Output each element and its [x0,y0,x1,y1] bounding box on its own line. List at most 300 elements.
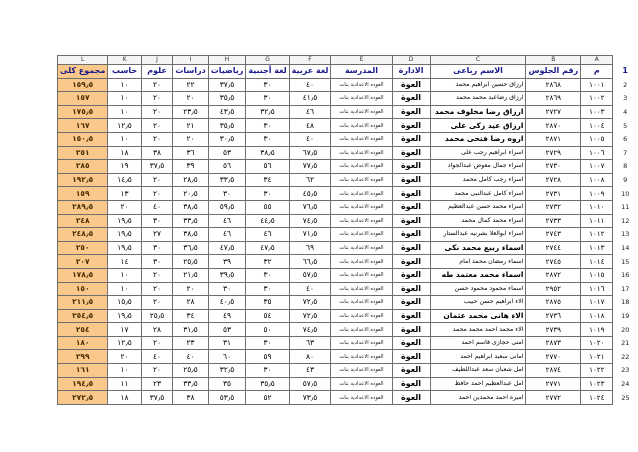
cell-arabic[interactable]: ٦٦٫٥ [289,255,331,269]
row-number[interactable]: 19 [621,311,630,320]
row-number[interactable]: 5 [623,121,628,130]
cell-science[interactable]: ٣٧٫٥ [141,391,173,405]
cell-school[interactable]: العوده الاعدادية بنات [331,241,392,255]
row-number[interactable]: 1 [622,66,628,76]
cell-studies[interactable]: ٣٨ [173,391,208,405]
cell-name[interactable]: ارزاق حسين ابراهيم محمد [430,78,526,92]
cell-school[interactable]: العوده الاعدادية بنات [331,391,392,405]
cell-serial[interactable]: ١٠٢١ [581,350,613,364]
cell-school[interactable]: العوده الاعدادية بنات [331,296,392,310]
cell-total[interactable]: ٢٩٩ [58,350,108,364]
cell-seat[interactable]: ٢٧٧٢ [526,391,581,405]
cell-foreign[interactable]: ٥٥ [246,200,289,214]
row-number[interactable]: 2 [623,80,628,89]
row-number[interactable]: 7 [623,148,628,157]
cell-admin[interactable]: العوة [392,160,430,174]
cell-studies[interactable]: ٣٨٫٥ [173,228,208,242]
cell-seat[interactable]: ٢٧٣١ [526,187,581,201]
cell-math[interactable]: ٣٥٫٥ [208,119,246,133]
cell-arabic[interactable]: ٥٧٫٥ [289,268,331,282]
column-letter[interactable]: A [581,56,613,65]
cell-seat[interactable]: ٢٧٣٣ [526,214,581,228]
cell-computer[interactable]: ١٩٫٥ [108,241,141,255]
cell-science[interactable]: ٢٠ [141,336,173,350]
column-letter[interactable]: I [173,56,208,65]
cell-math[interactable]: ٥٦ [208,160,246,174]
cell-seat[interactable]: ٢٨٧٢ [526,268,581,282]
header-cell-name[interactable]: الاسم رباعى [430,65,526,79]
cell-seat[interactable]: ٢٧٢٧ [526,105,581,119]
cell-name[interactable]: امنى حجازى قاسم احمد [430,336,526,350]
cell-serial[interactable]: ١٠٠٤ [581,119,613,133]
cell-admin[interactable]: العوة [392,268,430,282]
cell-foreign[interactable]: ٣٨٫٥ [246,146,289,160]
cell-seat[interactable]: ٢٨٧٣ [526,336,581,350]
cell-studies[interactable]: ٢٠ [173,282,208,296]
cell-science[interactable]: ٢٠ [141,119,173,133]
cell-school[interactable]: العوده الاعدادية بنات [331,323,392,337]
cell-math[interactable]: ٣٩٫٥ [208,268,246,282]
cell-serial[interactable]: ١٠١٩ [581,323,613,337]
cell-name[interactable]: اسراء رجب كامل محمد [430,173,526,187]
cell-studies[interactable]: ٣٣٫٥ [173,377,208,391]
cell-school[interactable]: العوده الاعدادية بنات [331,282,392,296]
cell-seat[interactable]: ٢٧٤٣ [526,228,581,242]
cell-serial[interactable]: ١٠١٤ [581,255,613,269]
cell-serial[interactable]: ١٠١٣ [581,241,613,255]
cell-arabic[interactable]: ٤٣ [289,364,331,378]
cell-school[interactable]: العوده الاعدادية بنات [331,350,392,364]
cell-serial[interactable]: ١٠٠٢ [581,92,613,106]
cell-seat[interactable]: ٢٧٤٥ [526,255,581,269]
cell-serial[interactable]: ١٠٢٠ [581,336,613,350]
cell-foreign[interactable]: ٥٤ [246,309,289,323]
cell-studies[interactable]: ٢١٫٥ [173,268,208,282]
cell-seat[interactable]: ٢٨٧٠ [526,119,581,133]
cell-computer[interactable]: ١٢٫٥ [108,336,141,350]
cell-admin[interactable]: العوة [392,241,430,255]
cell-computer[interactable]: ١٣ [108,187,141,201]
cell-computer[interactable]: ١٠ [108,78,141,92]
cell-math[interactable]: ٣٠٫٥ [208,132,246,146]
cell-serial[interactable]: ١٠٠٥ [581,132,613,146]
cell-studies[interactable]: ٢٥٫٥ [173,255,208,269]
cell-name[interactable]: اسراء محمد حسن عبدالعظيم [430,200,526,214]
cell-studies[interactable]: ٣٨٫٥ [173,200,208,214]
cell-total[interactable]: ١٥٩٫٥ [58,78,108,92]
cell-math[interactable]: ٥٣ [208,146,246,160]
cell-foreign[interactable]: ٣٠ [246,336,289,350]
cell-seat[interactable]: ٢٩٥٢ [526,282,581,296]
cell-arabic[interactable]: ٤٠ [289,282,331,296]
cell-name[interactable]: الاء هانى محمد عثمان [430,309,526,323]
cell-computer[interactable]: ١١ [108,377,141,391]
cell-name[interactable]: امانى سعيد ابراهيم احمد [430,350,526,364]
cell-studies[interactable]: ٣٣٫٥ [173,214,208,228]
cell-admin[interactable]: العوة [392,132,430,146]
cell-arabic[interactable]: ٥٧٫٥ [289,377,331,391]
cell-computer[interactable]: ٢٠ [108,350,141,364]
cell-arabic[interactable]: ٦٧٫٥ [289,146,331,160]
cell-studies[interactable]: ٢٢ [173,78,208,92]
cell-science[interactable]: ٢٠ [141,92,173,106]
cell-serial[interactable]: ١٠١٨ [581,309,613,323]
cell-math[interactable]: ٤٩ [208,309,246,323]
cell-total[interactable]: ٢٨٥ [58,160,108,174]
cell-studies[interactable]: ٣٦ [173,146,208,160]
cell-admin[interactable]: العوة [392,255,430,269]
header-cell-foreign[interactable]: لغة أجنبية [246,65,289,79]
cell-admin[interactable]: العوة [392,105,430,119]
cell-name[interactable]: اسماء ربيع محمد نكى [430,241,526,255]
cell-school[interactable]: العوده الاعدادية بنات [331,132,392,146]
cell-computer[interactable]: ٢٠ [108,200,141,214]
cell-seat[interactable]: ٢٧٣٦ [526,309,581,323]
cell-seat[interactable]: ٢٨٧١ [526,132,581,146]
cell-arabic[interactable]: ٧٧٫٥ [289,160,331,174]
column-letter[interactable]: D [392,56,430,65]
cell-total[interactable]: ١٦١ [58,364,108,378]
cell-admin[interactable]: العوة [392,350,430,364]
cell-school[interactable]: العوده الاعدادية بنات [331,364,392,378]
cell-serial[interactable]: ١٠٠٣ [581,105,613,119]
cell-total[interactable]: ١٧٨٫٥ [58,268,108,282]
cell-math[interactable]: ٤٦ [208,228,246,242]
cell-computer[interactable]: ١٠ [108,364,141,378]
cell-arabic[interactable]: ٦٣ [289,336,331,350]
cell-science[interactable]: ٣٧٫٥ [141,160,173,174]
cell-science[interactable]: ٣٠ [141,214,173,228]
cell-computer[interactable]: ١٩٫٥ [108,228,141,242]
cell-foreign[interactable]: ٣٠ [246,132,289,146]
cell-foreign[interactable]: ٤٦ [246,228,289,242]
cell-computer[interactable]: ١٨ [108,146,141,160]
cell-math[interactable]: ٣٠ [208,282,246,296]
cell-science[interactable]: ٤٠ [141,350,173,364]
cell-arabic[interactable]: ٤٨ [289,119,331,133]
cell-name[interactable]: اسراء محمد كمال محمد [430,214,526,228]
header-cell-admin[interactable]: الادارة [392,65,430,79]
cell-admin[interactable]: العوة [392,282,430,296]
cell-studies[interactable]: ٣٩ [173,160,208,174]
cell-studies[interactable]: ٢٥٫٥ [173,364,208,378]
row-number[interactable]: 11 [621,203,630,212]
cell-school[interactable]: العوده الاعدادية بنات [331,228,392,242]
cell-arabic[interactable]: ٤٠ [289,78,331,92]
cell-name[interactable]: اميره احمد محمدين احمد [430,391,526,405]
cell-name[interactable]: ارزاق عيد زكى على [430,119,526,133]
cell-foreign[interactable]: ٣٥ [246,296,289,310]
row-number[interactable]: 24 [621,379,630,388]
cell-math[interactable]: ٣٥٫٥ [208,92,246,106]
cell-serial[interactable]: ١٠٠١ [581,78,613,92]
cell-seat[interactable]: ٢٨٧٤ [526,364,581,378]
cell-foreign[interactable]: ٣٠ [246,282,289,296]
cell-serial[interactable]: ١٠٢٢ [581,364,613,378]
header-cell-arabic[interactable]: لغة عربية [289,65,331,79]
cell-total[interactable]: ١٨٠ [58,336,108,350]
cell-arabic[interactable]: ٦٩ [289,241,331,255]
header-cell-serial[interactable]: م [581,65,613,79]
cell-school[interactable]: العوده الاعدادية بنات [331,377,392,391]
cell-arabic[interactable]: ٦٢ [289,173,331,187]
cell-total[interactable]: ١٧٥٫٥ [58,105,108,119]
cell-math[interactable]: ٣١ [208,336,246,350]
cell-arabic[interactable]: ٤٠ [289,132,331,146]
cell-serial[interactable]: ١٠٠٨ [581,173,613,187]
cell-school[interactable]: العوده الاعدادية بنات [331,78,392,92]
cell-science[interactable]: ٢٠ [141,105,173,119]
cell-math[interactable]: ٥٩٫٥ [208,200,246,214]
header-cell-studies[interactable]: دراسات [173,65,208,79]
cell-admin[interactable]: العوة [392,92,430,106]
cell-arabic[interactable]: ٧٢٫٥ [289,296,331,310]
cell-studies[interactable]: ٣١٫٥ [173,323,208,337]
cell-seat[interactable]: ٢٧٣٢ [526,200,581,214]
cell-science[interactable]: ٢٠ [141,78,173,92]
cell-school[interactable]: العوده الاعدادية بنات [331,146,392,160]
cell-studies[interactable]: ٣٦٫٥ [173,241,208,255]
cell-science[interactable]: ٤٠ [141,200,173,214]
cell-total[interactable]: ٢٥٤٫٥ [58,309,108,323]
cell-computer[interactable]: ١٩٫٥ [108,309,141,323]
cell-science[interactable]: ٢٠ [141,296,173,310]
column-letter[interactable]: H [208,56,246,65]
cell-school[interactable]: العوده الاعدادية بنات [331,200,392,214]
cell-science[interactable]: ٣٨ [141,146,173,160]
cell-admin[interactable]: العوة [392,146,430,160]
column-letter[interactable]: L [58,56,108,65]
cell-arabic[interactable]: ٧٢٫٥ [289,309,331,323]
cell-total[interactable]: ٢٥١ [58,146,108,160]
cell-science[interactable]: ٢٨ [141,323,173,337]
cell-admin[interactable]: العوة [392,228,430,242]
cell-serial[interactable]: ١٠١١ [581,214,613,228]
cell-foreign[interactable]: ٤٤٫٥ [246,214,289,228]
cell-name[interactable]: اسراء كامل عبدالنبى محمد [430,187,526,201]
cell-science[interactable]: ٢٠ [141,364,173,378]
cell-name[interactable]: الاء محمد احمد محمد محمد [430,323,526,337]
cell-science[interactable]: ٣٠ [141,241,173,255]
cell-math[interactable]: ٣٢٫٥ [208,364,246,378]
cell-admin[interactable]: العوة [392,377,430,391]
cell-total[interactable]: ٢٤٨ [58,214,108,228]
row-number[interactable]: 4 [623,108,628,117]
cell-school[interactable]: العوده الاعدادية بنات [331,214,392,228]
cell-foreign[interactable]: ٥٩ [246,350,289,364]
cell-computer[interactable]: ١٠ [108,268,141,282]
cell-school[interactable]: العوده الاعدادية بنات [331,92,392,106]
cell-total[interactable]: ١٩٢٫٥ [58,173,108,187]
column-letter[interactable]: C [430,56,526,65]
cell-serial[interactable]: ١٠٢٤ [581,391,613,405]
cell-studies[interactable]: ٤٠ [173,350,208,364]
cell-science[interactable]: ٢٠ [141,132,173,146]
cell-studies[interactable]: ٢٠ [173,132,208,146]
row-number[interactable]: 21 [621,339,630,348]
cell-seat[interactable]: ٢٧٣٩ [526,323,581,337]
row-number[interactable]: 15 [621,257,630,266]
row-number[interactable]: 13 [621,230,630,239]
row-number[interactable]: 8 [623,162,628,171]
cell-science[interactable]: ٢٠ [141,282,173,296]
row-number[interactable]: 25 [621,393,630,402]
cell-name[interactable]: اسراء ابوالعلا بشرنيه عبدالستار [430,228,526,242]
cell-foreign[interactable]: ٣٤ [246,173,289,187]
cell-foreign[interactable]: ٥٦ [246,160,289,174]
cell-computer[interactable]: ١٠ [108,132,141,146]
cell-school[interactable]: العوده الاعدادية بنات [331,105,392,119]
cell-seat[interactable]: ٢٧٢٩ [526,146,581,160]
header-cell-computer[interactable]: حاسب [108,65,141,79]
cell-foreign[interactable]: ٣٠ [246,92,289,106]
cell-name[interactable]: ارزاق رضا مخلوف محمد [430,105,526,119]
column-letter[interactable]: J [141,56,173,65]
cell-science[interactable]: ٢٥٫٥ [141,309,173,323]
cell-total[interactable]: ٢٤٨٫٥ [58,228,108,242]
cell-math[interactable]: ٣٥ [208,377,246,391]
cell-name[interactable]: اسماء محمد معتمد طه [430,268,526,282]
cell-foreign[interactable]: ٥٠ [246,323,289,337]
cell-computer[interactable]: ١٥٫٥ [108,296,141,310]
cell-math[interactable]: ٦٠ [208,350,246,364]
cell-arabic[interactable]: ٤١٫٥ [289,92,331,106]
cell-science[interactable]: ٢٣ [141,377,173,391]
cell-computer[interactable]: ١٠ [108,282,141,296]
cell-arabic[interactable]: ٧٣٫٥ [289,391,331,405]
cell-math[interactable]: ٣٣٫٥ [208,173,246,187]
cell-name[interactable]: اسماء رمضان محمد امام [430,255,526,269]
cell-arabic[interactable]: ٨٠ [289,350,331,364]
header-cell-school[interactable]: المدرسة [331,65,392,79]
cell-name[interactable]: اروه رضا فتحى محمد [430,132,526,146]
cell-computer[interactable]: ١٤ [108,255,141,269]
cell-computer[interactable]: ١٩ [108,160,141,174]
row-number[interactable]: 23 [621,366,630,375]
cell-math[interactable]: ٣٧٫٥ [208,78,246,92]
cell-total[interactable]: ١٦٧ [58,119,108,133]
column-letter[interactable]: B [526,56,581,65]
cell-name[interactable]: اسراء جمال معوض عبدالجواد [430,160,526,174]
cell-science[interactable]: ٢٠ [141,268,173,282]
cell-science[interactable]: ٢٠ [141,173,173,187]
cell-school[interactable]: العوده الاعدادية بنات [331,160,392,174]
cell-admin[interactable]: العوة [392,296,430,310]
cell-school[interactable]: العوده الاعدادية بنات [331,336,392,350]
cell-total[interactable]: ١٥٧ [58,92,108,106]
cell-foreign[interactable]: ٣٥٫٥ [246,377,289,391]
cell-name[interactable]: اسراء ابراهيم رجب على [430,146,526,160]
cell-total[interactable]: ٢٨٩٫٥ [58,200,108,214]
cell-seat[interactable]: ٢٨٧٥ [526,296,581,310]
cell-studies[interactable]: ٢٠ [173,92,208,106]
row-number[interactable]: 6 [623,135,628,144]
cell-serial[interactable]: ١٠٠٦ [581,146,613,160]
cell-school[interactable]: العوده الاعدادية بنات [331,173,392,187]
column-letter[interactable]: G [246,56,289,65]
cell-total[interactable]: ١٥٠٫٥ [58,132,108,146]
cell-name[interactable]: امل عبدالعظيم احمد حافظ [430,377,526,391]
cell-foreign[interactable]: ٥٢ [246,391,289,405]
cell-foreign[interactable]: ٤٧٫٥ [246,241,289,255]
cell-computer[interactable]: ١٧ [108,323,141,337]
cell-total[interactable]: ١٥٩ [58,187,108,201]
cell-serial[interactable]: ١٠١٧ [581,296,613,310]
column-letter[interactable]: E [331,56,392,65]
cell-foreign[interactable]: ٣٢٫٥ [246,105,289,119]
cell-foreign[interactable]: ٣٠ [246,119,289,133]
row-number[interactable]: 20 [621,325,630,334]
cell-admin[interactable]: العوة [392,323,430,337]
cell-arabic[interactable]: ٤٦ [289,105,331,119]
cell-foreign[interactable]: ٣٠ [246,187,289,201]
cell-serial[interactable]: ١٠٠٧ [581,160,613,174]
cell-admin[interactable]: العوة [392,200,430,214]
cell-serial[interactable]: ١٠١٠ [581,200,613,214]
cell-serial[interactable]: ١٠١٥ [581,268,613,282]
cell-name[interactable]: امل شعبان سعد عبداللطيف [430,364,526,378]
cell-science[interactable]: ٢٠ [141,187,173,201]
cell-studies[interactable]: ٢٨٫٥ [173,173,208,187]
cell-math[interactable]: ٣٠ [208,187,246,201]
cell-foreign[interactable]: ٣٢ [246,255,289,269]
cell-studies[interactable]: ٢٠٫٥ [173,187,208,201]
cell-seat[interactable]: ٢٨٦٨ [526,78,581,92]
cell-admin[interactable]: العوة [392,173,430,187]
cell-name[interactable]: الاء ابراهيم حسن حبيب [430,296,526,310]
cell-school[interactable]: العوده الاعدادية بنات [331,187,392,201]
column-letter[interactable]: F [289,56,331,65]
cell-math[interactable]: ٥٣ [208,323,246,337]
column-letter[interactable]: K [108,56,141,65]
cell-computer[interactable]: ١٢٫٥ [108,119,141,133]
cell-serial[interactable]: ١٠٢٣ [581,377,613,391]
row-number[interactable]: 16 [621,271,630,280]
cell-serial[interactable]: ١٠١٦ [581,282,613,296]
row-number[interactable]: 22 [621,352,630,361]
row-number[interactable]: 14 [621,244,630,253]
row-number[interactable]: 3 [623,94,628,103]
cell-total[interactable]: ٢١١٫٥ [58,296,108,310]
cell-school[interactable]: العوده الاعدادية بنات [331,309,392,323]
cell-admin[interactable]: العوة [392,309,430,323]
cell-total[interactable]: ٢٥٠ [58,241,108,255]
cell-admin[interactable]: العوة [392,214,430,228]
row-number[interactable]: 10 [621,189,630,198]
cell-studies[interactable]: ٢٣٫٥ [173,105,208,119]
cell-computer[interactable]: ١٩٫٥ [108,214,141,228]
cell-arabic[interactable]: ٧١٫٥ [289,228,331,242]
cell-studies[interactable]: ٢٨ [173,296,208,310]
cell-studies[interactable]: ٣٤ [173,309,208,323]
cell-foreign[interactable]: ٣٠ [246,364,289,378]
cell-math[interactable]: ٤٦ [208,214,246,228]
row-number[interactable]: 12 [621,216,630,225]
cell-total[interactable]: ٢٧٢٫٥ [58,391,108,405]
cell-admin[interactable]: العوة [392,391,430,405]
cell-seat[interactable]: ٢٧٤٤ [526,241,581,255]
header-cell-seat[interactable]: رقم الجلوس [526,65,581,79]
cell-admin[interactable]: العوة [392,187,430,201]
cell-math[interactable]: ٤٧٫٥ [208,241,246,255]
cell-math[interactable]: ٥٣٫٥ [208,391,246,405]
cell-science[interactable]: ٢٧ [141,228,173,242]
row-number[interactable]: 9 [623,176,628,185]
header-cell-math[interactable]: رياضيات [208,65,246,79]
header-cell-science[interactable]: علوم [141,65,173,79]
cell-admin[interactable]: العوة [392,78,430,92]
cell-foreign[interactable]: ٣٠ [246,78,289,92]
